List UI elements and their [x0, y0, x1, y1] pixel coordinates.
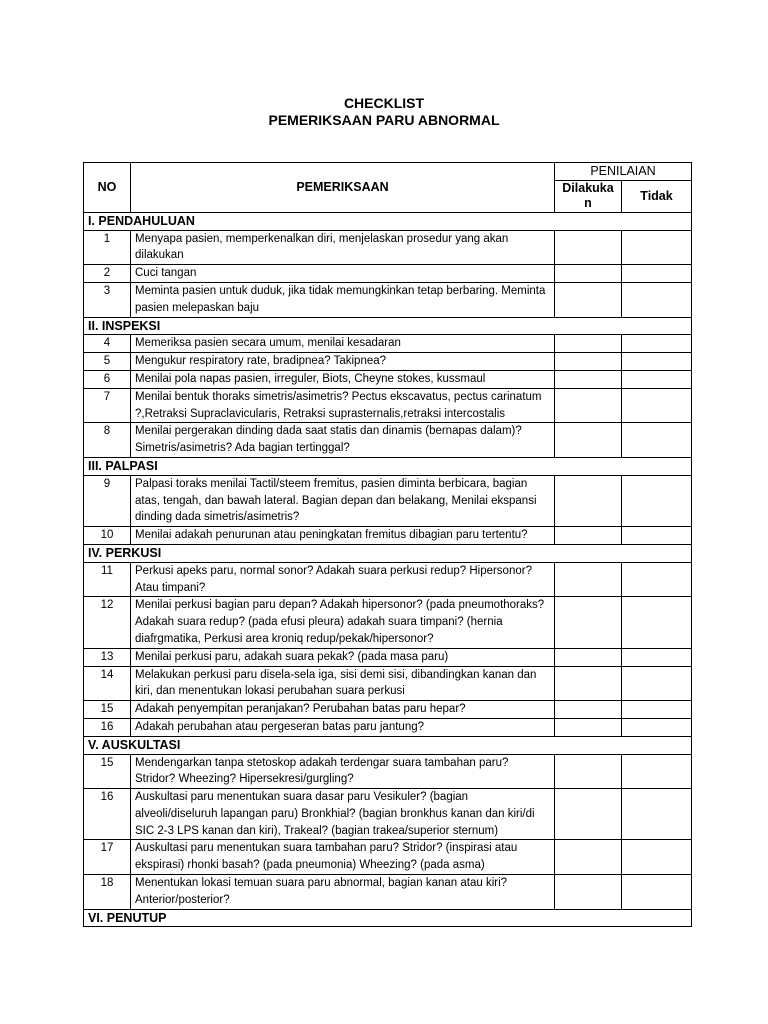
row-description: Menilai bentuk thoraks simetris/asimetris? Pectus ekscavatus, pectus carinatum ?,Retraksi Supraclavicularis, Retraksi suprasternalis,retraksi intercostalis [131, 388, 555, 423]
table-row [84, 230, 692, 265]
dilakukan-cell[interactable] [555, 423, 622, 458]
section-title: III. PALPASI [84, 457, 692, 475]
row-description: Meminta pasien untuk duduk, jika tidak memungkinkan tetap berbaring. Meminta pasien melepaskan baju [131, 282, 555, 317]
row-number: 12 [84, 597, 131, 648]
tidak-cell[interactable] [622, 562, 692, 597]
row-number: 7 [84, 388, 131, 423]
tidak-cell[interactable] [622, 370, 692, 388]
row-number: 16 [84, 789, 131, 840]
dilakukan-cell[interactable] [555, 475, 622, 526]
row-description: Menilai pergerakan dinding dada saat statis dan dinamis (bernapas dalam)? Simetris/asimetris? Ada bagian tertinggal? [131, 423, 555, 458]
table-row [84, 265, 692, 283]
table-row [84, 562, 692, 597]
tidak-cell[interactable] [622, 701, 692, 719]
section-title: VI. PENUTUP [84, 909, 692, 927]
row-description: Menilai perkusi bagian paru depan? Adakah hipersonor? (pada pneumothoraks? Adakah suara redup? (pada efusi pleura) adakah suara timpani? (hernia diafrgmatika, Perkusi area kroniq redup/pekak/hipersonor? [131, 597, 555, 648]
row-description: Melakukan perkusi paru disela-sela iga, sisi demi sisi, dibandingkan kanan dan kiri, dan menentukan lokasi perubahan suara perkusi [131, 666, 555, 701]
dilakukan-cell[interactable] [555, 875, 622, 910]
dilakukan-cell[interactable] [555, 789, 622, 840]
row-number: 14 [84, 666, 131, 701]
row-description: Auskultasi paru menentukan suara tambahan paru? Stridor? (inspirasi atau ekspirasi) rhonki basah? (pada pneumonia) Wheezing? (pada asma) [131, 840, 555, 875]
row-description: Adakah perubahan atau pergeseran batas paru jantung? [131, 718, 555, 736]
row-number: 17 [84, 840, 131, 875]
section-row [84, 909, 692, 927]
table-row [84, 388, 692, 423]
dilakukan-cell[interactable] [555, 335, 622, 353]
row-description: Menyapa pasien, memperkenalkan diri, menjelaskan prosedur yang akan dilakukan [131, 230, 555, 265]
table-row [84, 335, 692, 353]
tidak-cell[interactable] [622, 789, 692, 840]
row-number: 15 [84, 701, 131, 719]
tidak-cell[interactable] [622, 648, 692, 666]
header-row-1 [84, 163, 692, 181]
row-number: 13 [84, 648, 131, 666]
section-row [84, 544, 692, 562]
row-number: 6 [84, 370, 131, 388]
row-description: Menilai adakah penurunan atau peningkatan fremitus dibagian paru tertentu? [131, 527, 555, 545]
tidak-cell[interactable] [622, 718, 692, 736]
tidak-cell[interactable] [622, 353, 692, 371]
checklist-table [83, 162, 692, 927]
tidak-cell[interactable] [622, 475, 692, 526]
tidak-cell[interactable] [622, 265, 692, 283]
title-line-1: CHECKLIST [343, 95, 425, 111]
tidak-cell[interactable] [622, 754, 692, 789]
dilakukan-cell[interactable] [555, 840, 622, 875]
row-number: 16 [84, 718, 131, 736]
section-title: I. PENDAHULUAN [84, 212, 692, 230]
row-number: 10 [84, 527, 131, 545]
tidak-cell[interactable] [622, 423, 692, 458]
title-line-2: PEMERIKSAAN PARU ABNORMAL [268, 112, 500, 128]
row-description: Menilai pola napas pasien, irreguler, Biots, Cheyne stokes, kussmaul [131, 370, 555, 388]
tidak-cell[interactable] [622, 840, 692, 875]
tidak-cell[interactable] [622, 230, 692, 265]
dilakukan-cell[interactable] [555, 370, 622, 388]
row-number: 11 [84, 562, 131, 597]
tidak-cell[interactable] [622, 666, 692, 701]
dilakukan-cell[interactable] [555, 282, 622, 317]
row-description: Perkusi apeks paru, normal sonor? Adakah suara perkusi redup? Hipersonor? Atau timpani? [131, 562, 555, 597]
dilakukan-cell[interactable] [555, 648, 622, 666]
row-description: Cuci tangan [131, 265, 555, 283]
table-row [84, 701, 692, 719]
page-title [0, 95, 768, 129]
table-row [84, 370, 692, 388]
row-number: 3 [84, 282, 131, 317]
dilakukan-cell[interactable] [555, 388, 622, 423]
row-description: Menentukan lokasi temuan suara paru abnormal, bagian kanan atau kiri? Anterior/posterior? [131, 875, 555, 910]
row-number: 2 [84, 265, 131, 283]
row-number: 4 [84, 335, 131, 353]
dilakukan-cell[interactable] [555, 353, 622, 371]
row-description: Auskultasi paru menentukan suara dasar paru Vesikuler? (bagian alveoli/diseluruh lapangan paru) Bronkhial? (bagian bronkhus kanan dan kiri/di SIC 2-3 LPS kanan dan kiri), Trakeal? (bagian trakea/superior sternum) [131, 789, 555, 840]
dilakukan-cell[interactable] [555, 666, 622, 701]
dilakukan-cell[interactable] [555, 701, 622, 719]
row-number: 8 [84, 423, 131, 458]
row-number: 15 [84, 754, 131, 789]
section-row [84, 212, 692, 230]
dilakukan-cell[interactable] [555, 754, 622, 789]
dilakukan-cell[interactable] [555, 718, 622, 736]
table-row [84, 475, 692, 526]
tidak-cell[interactable] [622, 527, 692, 545]
header-tidak: Tidak [622, 180, 692, 212]
dilakukan-cell[interactable] [555, 265, 622, 283]
row-number: 1 [84, 230, 131, 265]
table-row [84, 282, 692, 317]
row-description: Menilai perkusi paru, adakah suara pekak? (pada masa paru) [131, 648, 555, 666]
table-row [84, 597, 692, 648]
dilakukan-cell[interactable] [555, 230, 622, 265]
tidak-cell[interactable] [622, 597, 692, 648]
table-row [84, 666, 692, 701]
table-row [84, 840, 692, 875]
row-number: 5 [84, 353, 131, 371]
row-number: 18 [84, 875, 131, 910]
row-description: Adakah penyempitan peranjakan? Perubahan batas paru hepar? [131, 701, 555, 719]
section-title: V. AUSKULTASI [84, 736, 692, 754]
tidak-cell[interactable] [622, 388, 692, 423]
table-row [84, 423, 692, 458]
section-row [84, 317, 692, 335]
table-row [84, 718, 692, 736]
header-penilaian: PENILAIAN [555, 163, 692, 181]
section-row [84, 457, 692, 475]
tidak-cell[interactable] [622, 875, 692, 910]
tidak-cell[interactable] [622, 335, 692, 353]
row-description: Palpasi toraks menilai Tactil/steem fremitus, pasien diminta berbicara, bagian atas, tengah, dan bawah lateral. Bagian depan dan belakang, Menilai ekspansi dinding dada simetris/asimetris? [131, 475, 555, 526]
table-row [84, 754, 692, 789]
dilakukan-cell[interactable] [555, 597, 622, 648]
header-dilakukan: Dilakuka n [555, 180, 622, 212]
table-body [84, 212, 692, 927]
row-description: Memeriksa pasien secara umum, menilai kesadaran [131, 335, 555, 353]
table-row [84, 875, 692, 910]
table-row [84, 648, 692, 666]
table-row [84, 527, 692, 545]
dilakukan-cell[interactable] [555, 527, 622, 545]
row-description: Mengukur respiratory rate, bradipnea? Takipnea? [131, 353, 555, 371]
tidak-cell[interactable] [622, 282, 692, 317]
table-row [84, 789, 692, 840]
table-row [84, 353, 692, 371]
row-description: Mendengarkan tanpa stetoskop adakah terdengar suara tambahan paru? Stridor? Wheezing? Hipersekresi/gurgling? [131, 754, 555, 789]
section-title: II. INSPEKSI [84, 317, 692, 335]
header-no: NO [84, 163, 131, 213]
section-row [84, 736, 692, 754]
section-title: IV. PERKUSI [84, 544, 692, 562]
row-number: 9 [84, 475, 131, 526]
dilakukan-cell[interactable] [555, 562, 622, 597]
header-pemeriksaan: PEMERIKSAAN [131, 163, 555, 213]
